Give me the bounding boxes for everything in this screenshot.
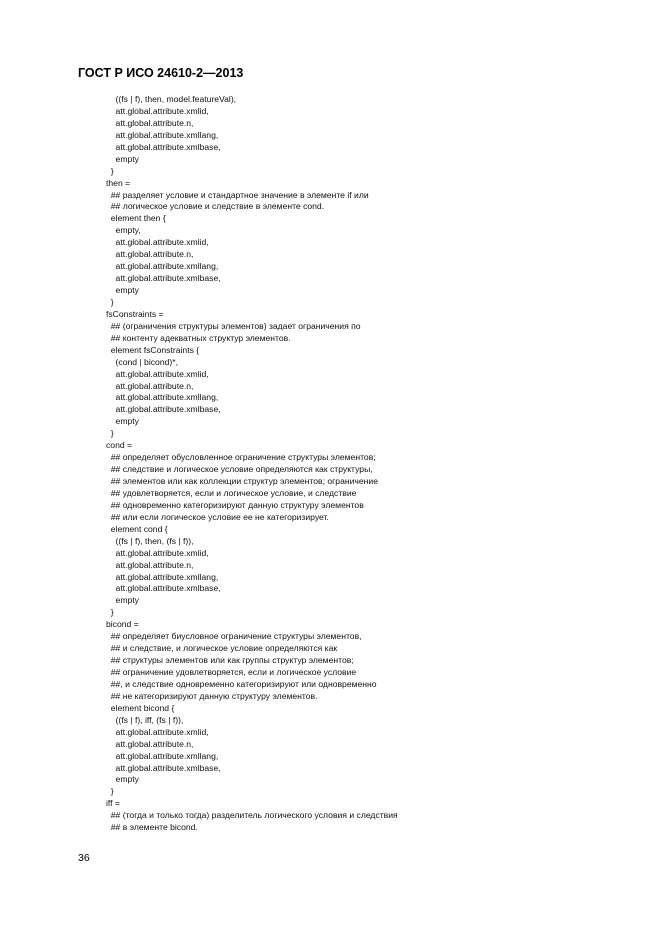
code-line: ## элементов или как коллекции структур элементов; ограничение — [106, 476, 378, 486]
code-line: att.global.attribute.xmlid, — [106, 726, 209, 737]
code-line: element bicond { — [106, 702, 175, 713]
code-line: empty, — [106, 225, 141, 236]
code-line: iff = — [106, 798, 120, 809]
code-line: ## (ограничения структуры элементов) задает ограничения по — [106, 320, 361, 331]
code-line: att.global.attribute.xmllang, — [106, 129, 219, 140]
code-line: ## разделяет условие и стандартное значение в элементе if или — [106, 189, 369, 200]
code-line: empty — [106, 595, 139, 606]
code-line: att.global.attribute.xmllang, — [106, 750, 219, 761]
code-line: att.global.attribute.xmlid, — [106, 547, 209, 558]
code-line: ## одновременно категоризируют данную структуру элементов — [106, 499, 364, 510]
code-line: att.global.attribute.n, — [106, 738, 194, 749]
code-line: ((fs | f), iff, (fs | f)), — [106, 714, 184, 725]
code-line: att.global.attribute.xmlbase, — [106, 762, 221, 773]
code-line: att.global.attribute.xmlid, — [106, 105, 209, 116]
code-line: att.global.attribute.n, — [106, 380, 194, 391]
code-line: att.global.attribute.xmlid, — [106, 368, 209, 379]
code-line: then = — [106, 177, 131, 188]
code-line: att.global.attribute.xmllang, — [106, 261, 219, 272]
code-line: att.global.attribute.n, — [106, 559, 194, 570]
code-line: ## не категоризируют данную структуру элементов. — [106, 690, 318, 701]
code-line: empty — [106, 774, 139, 785]
code-line: ## определяет обусловленное ограничение структуры элементов; — [106, 452, 376, 463]
code-line: } — [106, 296, 114, 307]
code-line: att.global.attribute.xmllang, — [106, 571, 219, 582]
code-line: (cond | bicond)*, — [106, 356, 178, 367]
code-line: empty — [106, 285, 139, 295]
code-line: ((fs | f), then, (fs | f)), — [106, 535, 194, 546]
code-line: } — [106, 607, 114, 618]
code-line: att.global.attribute.n, — [106, 249, 194, 260]
code-line: bicond = — [106, 619, 139, 630]
code-line: empty — [106, 416, 139, 427]
code-line: ## удовлетворяется, если и логическое условие, и следствие — [106, 487, 357, 498]
code-line: ((fs | f), then, model.featureVal), — [106, 94, 237, 104]
code-line: ##, и следствие одновременно категоризируют или одновременно — [106, 678, 377, 689]
code-line: element then { — [106, 213, 166, 224]
code-line: att.global.attribute.xmlbase, — [106, 404, 221, 415]
code-line: element fsConstraints { — [106, 344, 200, 355]
page-number: 36 — [78, 852, 90, 864]
code-line: att.global.attribute.xmlbase, — [106, 583, 221, 594]
code-line: ## в элементе bicond. — [106, 822, 198, 833]
code-line: empty — [106, 153, 139, 164]
code-line: } — [106, 165, 114, 176]
code-line: ## следствие и логическое условие определяются как структуры, — [106, 464, 373, 475]
code-line: att.global.attribute.xmllang, — [106, 392, 219, 403]
code-line: att.global.attribute.xmlbase, — [106, 141, 221, 152]
code-line: att.global.attribute.xmlbase, — [106, 273, 221, 284]
code-line: ## и следствие, и логическое условие определяются как — [106, 643, 338, 654]
code-line: ## структуры элементов или как группы структур элементов; — [106, 655, 354, 666]
code-line: att.global.attribute.xmlid, — [106, 237, 209, 248]
code-line: ## определяет биусловное ограничение структуры элементов, — [106, 631, 362, 642]
code-line: ## или если логическое условие ее не категоризирует. — [106, 511, 329, 522]
code-line: fsConstraints = — [106, 308, 164, 319]
code-listing — [106, 94, 398, 834]
code-line: element cond { — [106, 523, 168, 534]
code-line: ## контенту адекватных структур элементов. — [106, 332, 291, 343]
code-line: cond = — [106, 440, 133, 451]
code-line: att.global.attribute.n, — [106, 117, 194, 128]
document-header-title: ГОСТ Р ИСО 24610-2—2013 — [78, 66, 244, 80]
code-line: } — [106, 428, 114, 439]
code-line: ## ограничение удовлетворяется, если и логическое условие — [106, 667, 357, 677]
code-line: ## (тогда и только тогда) разделитель логического условия и следствия — [106, 810, 398, 821]
code-line: ## логическое условие и следствие в элементе cond. — [106, 201, 325, 212]
code-line: } — [106, 786, 114, 797]
